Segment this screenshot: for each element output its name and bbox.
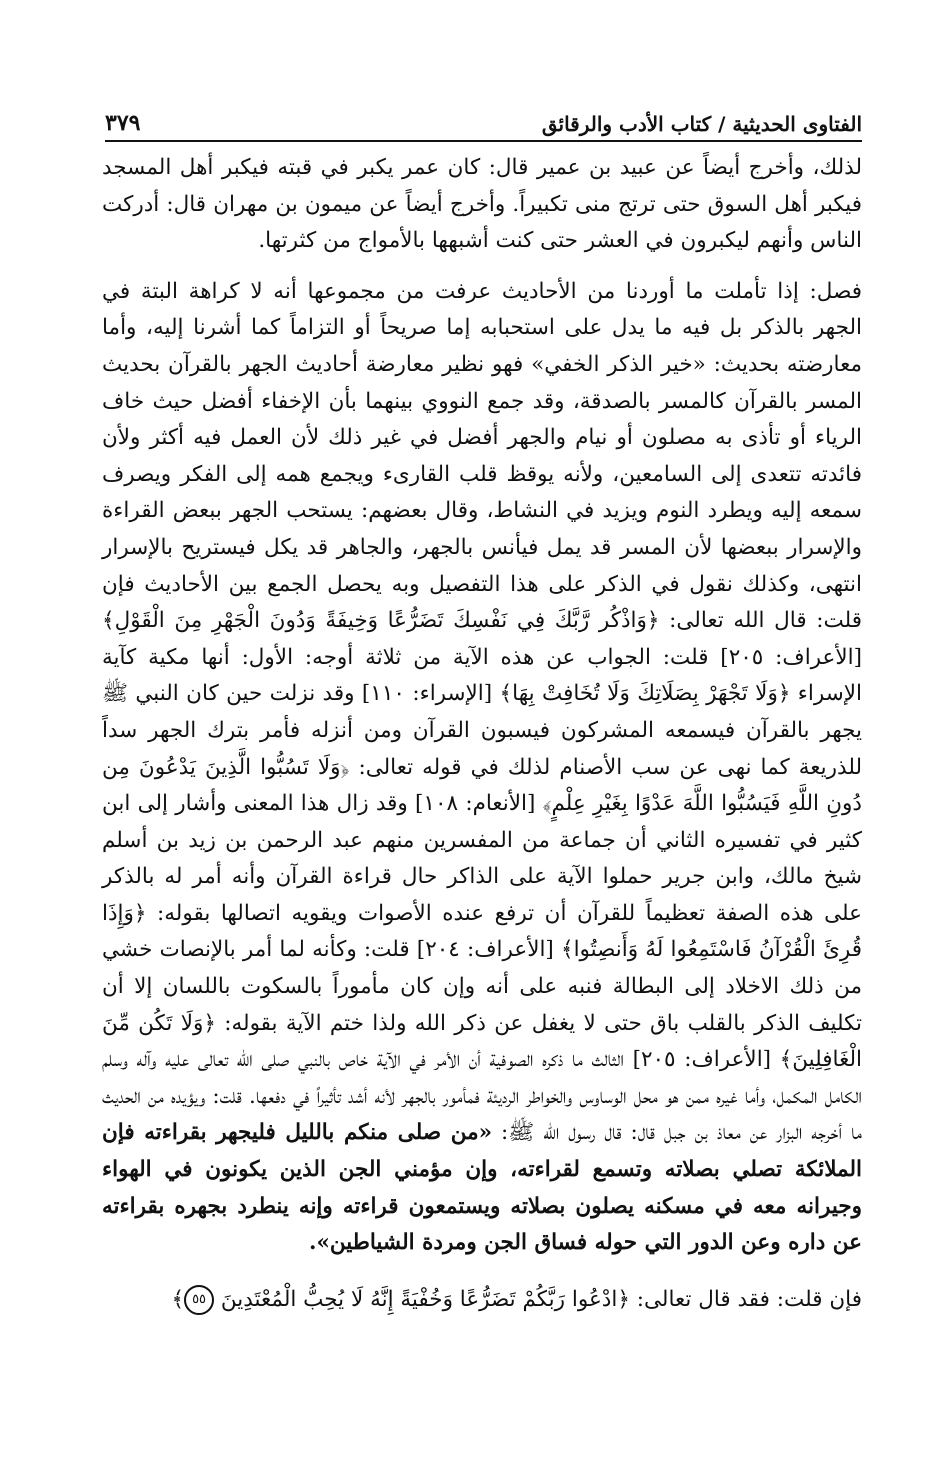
paragraph-3-text: فإن قلت: فقد قال تعالى: ﴿ادْعُوا رَبَّكُمْ تَضَرُّعًا وَخُفْيَةً إِنَّهُ لَا يُحِبُّ الْمُعْتَدِينَ <box>220 1286 862 1312</box>
verse-closing-bracket: ﴾ <box>171 1286 185 1312</box>
running-title: الفتاوى الحديثية / كتاب الأدب والرقائق <box>541 112 862 136</box>
paragraph-2-text: فصل: إذا تأملت ما أوردنا من الأحاديث عرفت من مجموعها أنه لا كراهة البتة في الجهر بالذكر بل فيه ما يدل على استحبابه إما صريحاً أو التزاماً كما أشرنا إليه، وأما معارضته بحديث: «خير الذكر الخفي» فهو نظير معارضة أحاديث الجهر بالقرآن بحديث المسر بالقرآن كالمسر بالصدقة، وقد جمع النووي بينهما بأن الإخفاء أفضل حيث خاف الرياء أو تأذى به مصلون أو نيام والجهر أفضل في غير ذلك لأن العمل فيه أكثر ولأن فائدته تتعدى إلى السامعين، ولأنه يوقظ قلب القارىء ويجمع همه إلى الفكر ويصرف سمعه إليه ويطرد النوم ويزيد في النشاط، وقال بعضهم: يستحب الجهر ببعض القراءة والإسرار ببعضها لأن المسر قد يمل فيأنس بالجهر، والجاهر قد يكل فيستريح بالإسرار انتهى، وكذلك نقول في الذكر على هذا التفصيل وبه يحصل الجمع بين الأحاديث فإن قلت: قال الله تعالى: ﴿وَاذْكُر رَّبَّكَ فِي نَفْسِكَ تَضَرُّعًا وَخِيفَةً وَدُونَ الْجَهْرِ مِنَ الْقَوْلِ﴾ [الأعراف: ٢٠٥] قلت: الجواب عن هذه الآية من ثلاثة أوجه: الأول: أنها مكية كآية الإسراء ﴿وَلَا تَجْهَرْ بِصَلَاتِكَ وَلَا تُخَافِتْ بِهَا﴾ [الإسراء: ١١٠] وقد نزلت حين كان النبي ﷺ يجهر بالقرآن فيسمعه المشركون فيسبون القرآن ومن أنزله فأمر بترك الجهر سداً للذريعة كما نهى عن سب الأصنام لذلك في قوله تعالى: ﴿وَلَا تَسُبُّوا الَّذِينَ يَدْعُونَ مِن دُونِ اللَّهِ فَيَسُبُّوا اللَّهَ عَدْوًا بِغَيْرِ عِلْمٍ﴾ [الأنعام: ١٠٨] وقد زال هذا المعنى وأشار إلى ابن كثير في تفسيره الثاني أن جماعة من المفسرين منهم عبد الرحمن بن زيد بن أسلم شيخ مالك، وابن جرير حملوا الآية على الذاكر حال قراءة القرآن وأنه أمر له بالذكر على هذه الصفة تعظيماً للقرآن أن ترفع عنده الأصوات ويقويه اتصالها بقوله: ﴿وَإِذَا قُرِئَ الْقُرْآنُ فَاسْتَمِعُوا لَهُ وَأَنصِتُوا﴾ [الأعراف: ٢٠٤] قلت: وكأنه لما أمر بالإنصات خشي من ذلك الاخلاد إلى البطالة فنبه على أنه وإن كان مأموراً بالسكوت باللسان إلا أن تكليف الذكر بالقلب باق حتى لا يغفل عن ذكر الله ولذا ختم الآية بقوله: ﴿وَلَا تَكُن مِّنَ الْغَافِلِينَ﴾ [الأعراف: ٢٠٥] الثالث ما ذكره الصوفية أن الأمر في الآية خاص بالنبي صلى الله تعالى عليه وآله وسلم الكامل المكمل، وأما غيره ممن هو محل الوساوس والخواطر الرديئة فمأمور بالجهر لأنه أشد تأثيراً في دفعها. قلت: ويؤيده من الحديث ما أخرجه البزار عن معاذ بن جبل قال: قال رسول الله ﷺ: <box>102 278 863 1146</box>
page-body <box>102 150 862 1318</box>
page-number: ٣٧٩ <box>105 110 141 136</box>
paragraph-1: لذلك، وأخرج أيضاً عن عبيد بن عمير قال: كان عمر يكبر في قبته فيكبر أهل المسجد فيكبر أهل السوق حتى ترتج منى تكبيراً. وأخرج أيضاً عن ميمون بن مهران قال: أدركت الناس وأنهم ليكبرون في العشر حتى كنت أشبهها بالأمواج من كثرتها. <box>102 155 862 254</box>
hadith-quote: «من صلى منكم بالليل فليجهر بقراءته فإن الملائكة تصلي بصلاته وتسمع لقراءته، وإن مؤمني الجن الذين يكونون في الهواء وجيرانه معه في مسكنه يصلون بصلاته ويستمعون قراءته وإنه ينطرد بجهره بقراءته عن داره وعن الدور التي حوله فساق الجن ومردة الشياطين». <box>102 1120 862 1256</box>
page-header <box>105 96 862 142</box>
paragraph-2 <box>102 274 862 1262</box>
paragraph-3 <box>102 1282 862 1319</box>
verse-number-marker: ٥٥ <box>184 1285 214 1315</box>
